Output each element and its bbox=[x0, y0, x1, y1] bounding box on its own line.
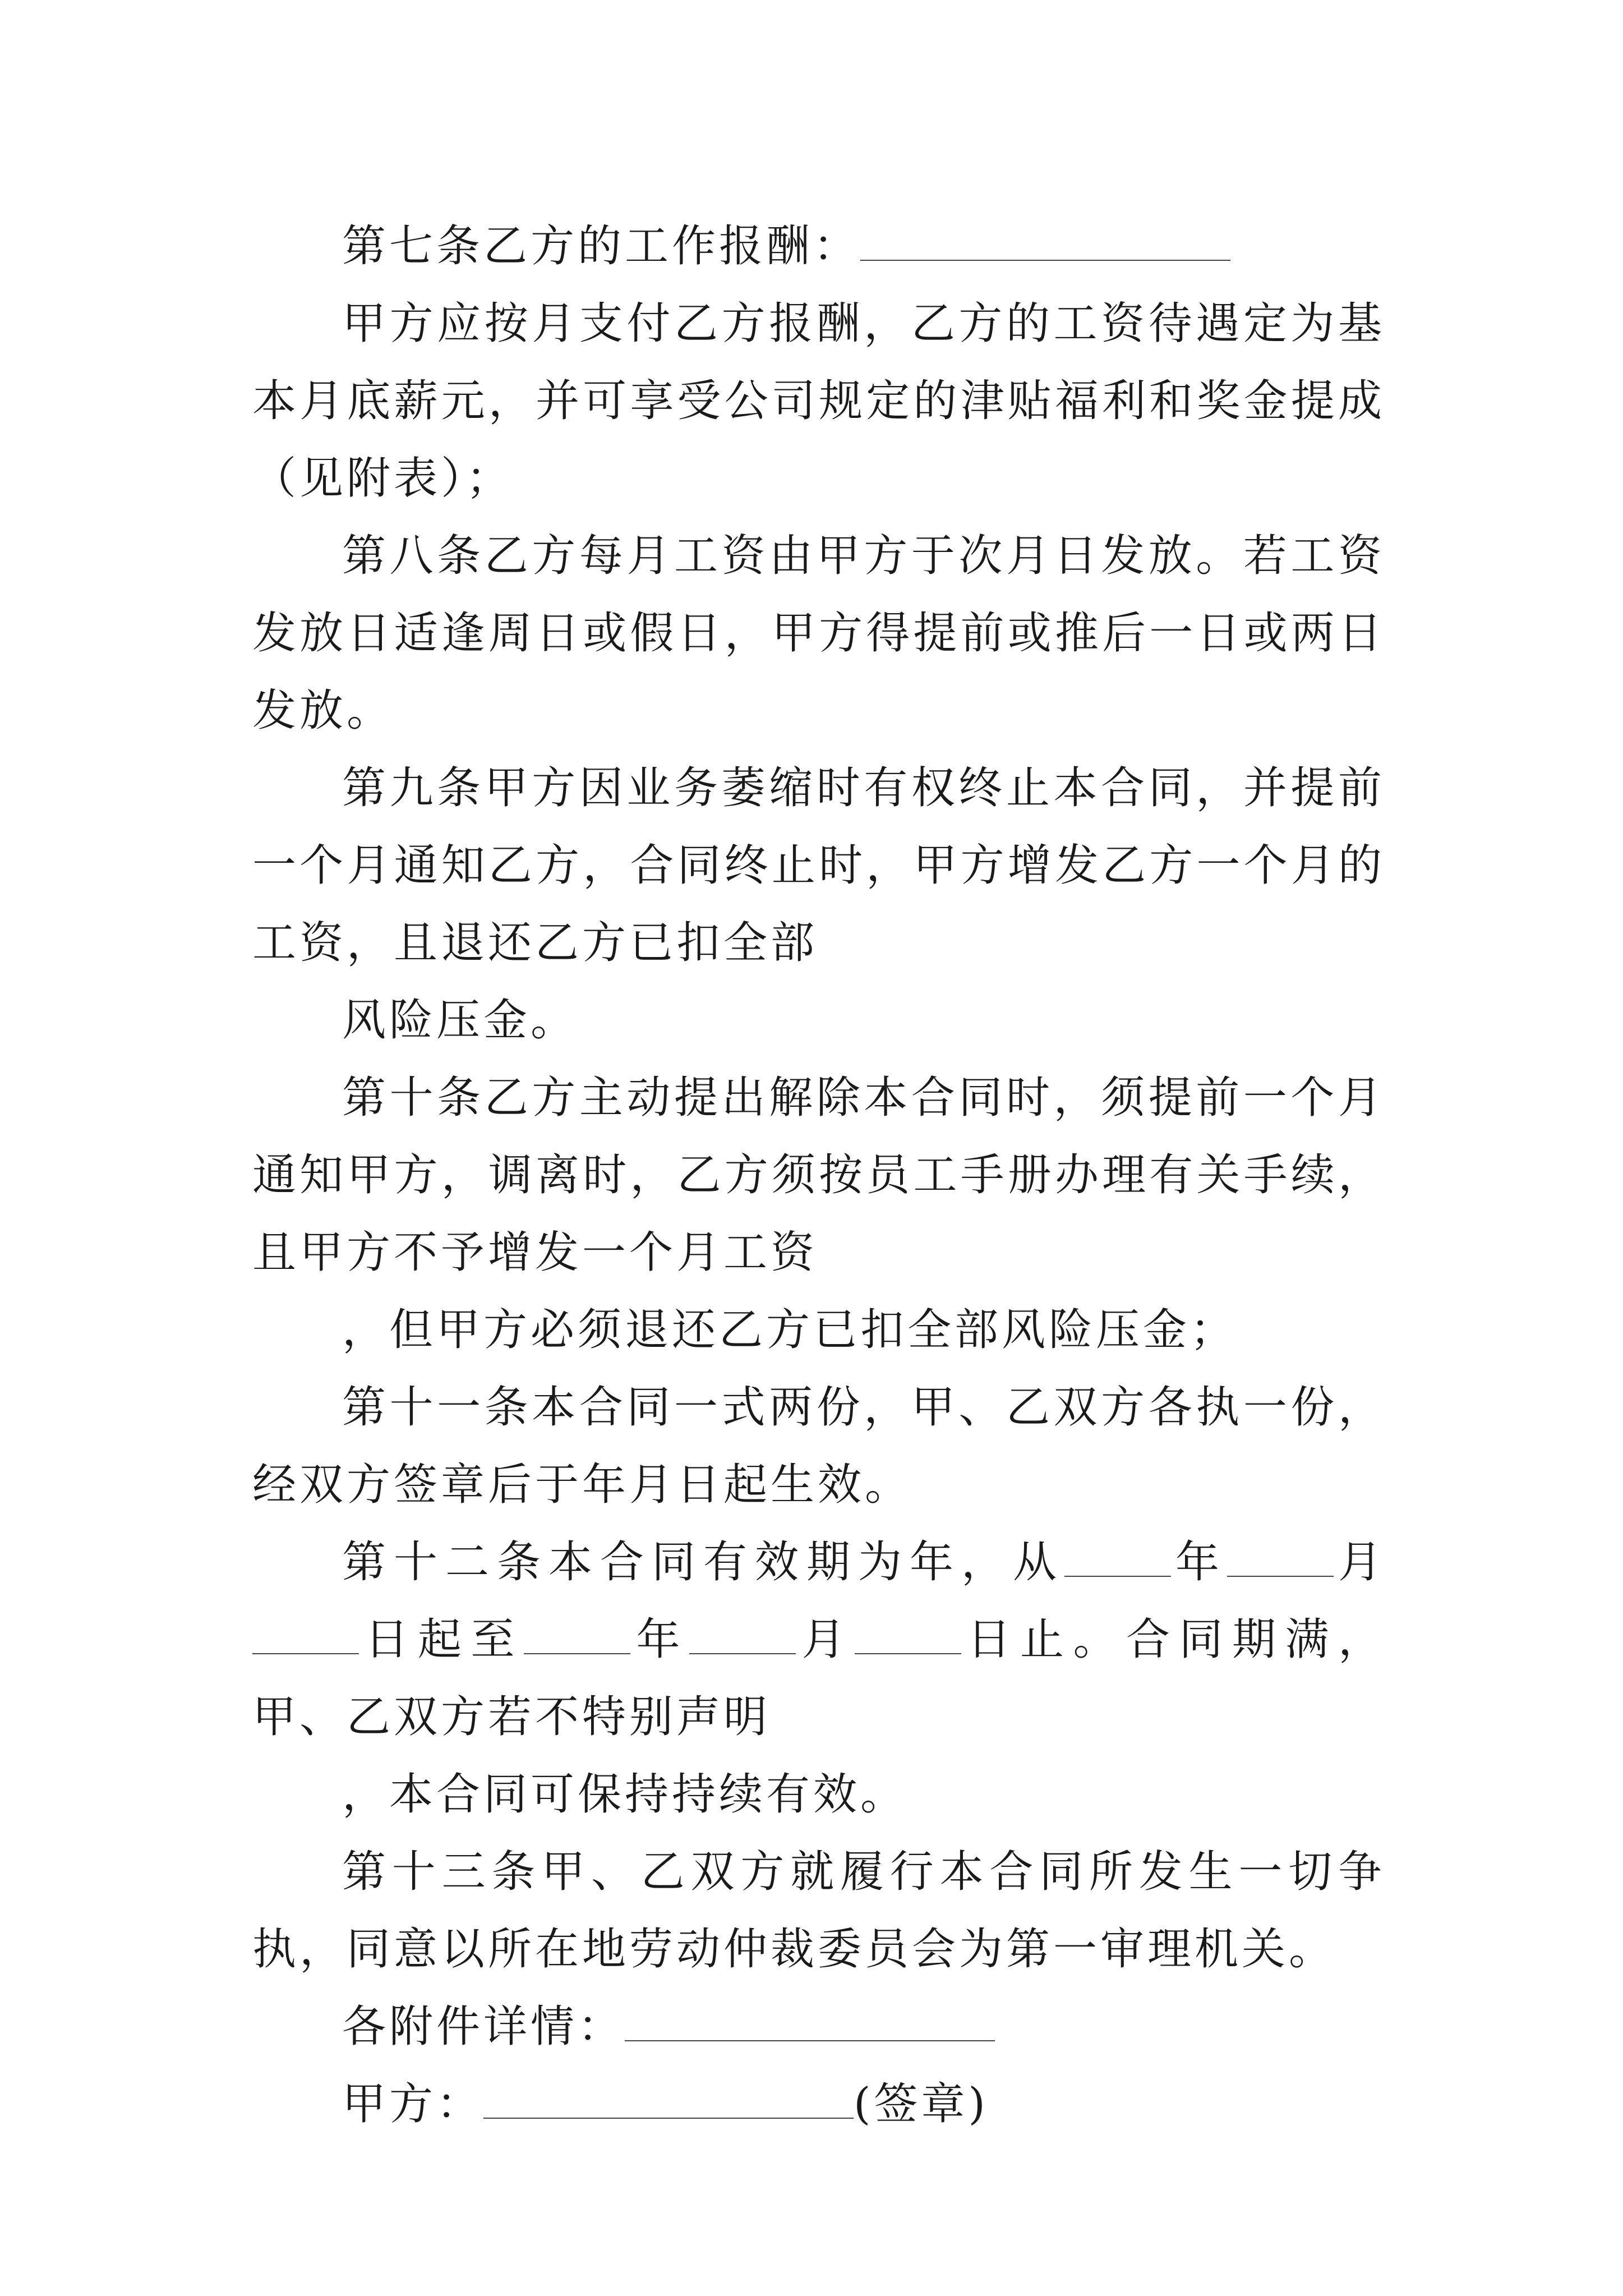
article-13: 第十三条甲、乙双方就履行本合同所发生一切争执，同意以所在地劳动仲裁委员会为第一审理机关。 bbox=[252, 1847, 1385, 1975]
end-year-blank bbox=[524, 1614, 630, 1654]
article-12-continued: ，本合同可保持持续有效。 bbox=[342, 1769, 908, 1820]
start-month-blank bbox=[1227, 1536, 1334, 1577]
article-12-part-d: 日起至 bbox=[359, 1614, 524, 1665]
article-12-part-f: 月 bbox=[796, 1614, 855, 1665]
article-12-part-c: 月 bbox=[1333, 1537, 1385, 1588]
article-8: 第八条乙方每月工资由甲方于次月日发放。若工资发放日适逢周日或假日，甲方得提前或推后一日或两日发放。 bbox=[252, 531, 1385, 736]
document-body bbox=[252, 208, 1385, 2143]
article-10-continued: ，但甲方必须退还乙方已扣全部风险压金； bbox=[342, 1305, 1238, 1355]
article-12-part-a: 第十二条本合同有效期为年，从 bbox=[342, 1537, 1064, 1588]
end-month-blank bbox=[689, 1614, 796, 1654]
article-11: 第十一条本合同一式两份，甲、乙双方各执一份，经双方签章后于年月日起生效。 bbox=[252, 1382, 1385, 1510]
article-7-heading bbox=[252, 208, 1385, 285]
article-7-text: 第七条乙方的工作报酬： bbox=[342, 221, 861, 272]
attachments-label: 各附件详情： bbox=[342, 2001, 625, 2052]
end-day-blank bbox=[855, 1614, 961, 1654]
remuneration-blank bbox=[860, 220, 1230, 261]
party-a-signature-line bbox=[252, 2065, 1385, 2143]
article-12-part-g: 日止。合同期满，甲、乙双方若不特别声明 bbox=[252, 1614, 1385, 1742]
article-9: 第九条甲方因业务萎缩时有权终止本合同，并提前一个月通知乙方，合同终止时，甲方增发乙方一个月的工资，且退还乙方已扣全部 bbox=[252, 763, 1385, 968]
party-a-label: 甲方： bbox=[342, 2079, 484, 2129]
article-12-part-e: 年 bbox=[630, 1614, 689, 1665]
attachments-line bbox=[252, 1988, 1385, 2065]
article-10: 第十条乙方主动提出解除本合同时，须提前一个月通知甲方，调离时，乙方须按员工手册办理有关手续，且甲方不予增发一个月工资 bbox=[252, 1073, 1385, 1278]
article-9-continued: 风险压金。 bbox=[342, 995, 578, 1046]
article-12 bbox=[252, 1524, 1385, 1756]
signature-seal-label: (签章) bbox=[854, 2079, 989, 2129]
article-7-body: 甲方应按月支付乙方报酬，乙方的工资待遇定为基本月底薪元，并可享受公司规定的津贴福利和奖金提成（见附表）； bbox=[252, 298, 1385, 504]
party-a-signature-blank bbox=[483, 2078, 854, 2119]
start-day-blank bbox=[252, 1614, 359, 1654]
start-year-blank bbox=[1064, 1536, 1171, 1577]
article-12-part-b: 年 bbox=[1170, 1537, 1227, 1588]
attachments-blank bbox=[625, 2001, 995, 2041]
